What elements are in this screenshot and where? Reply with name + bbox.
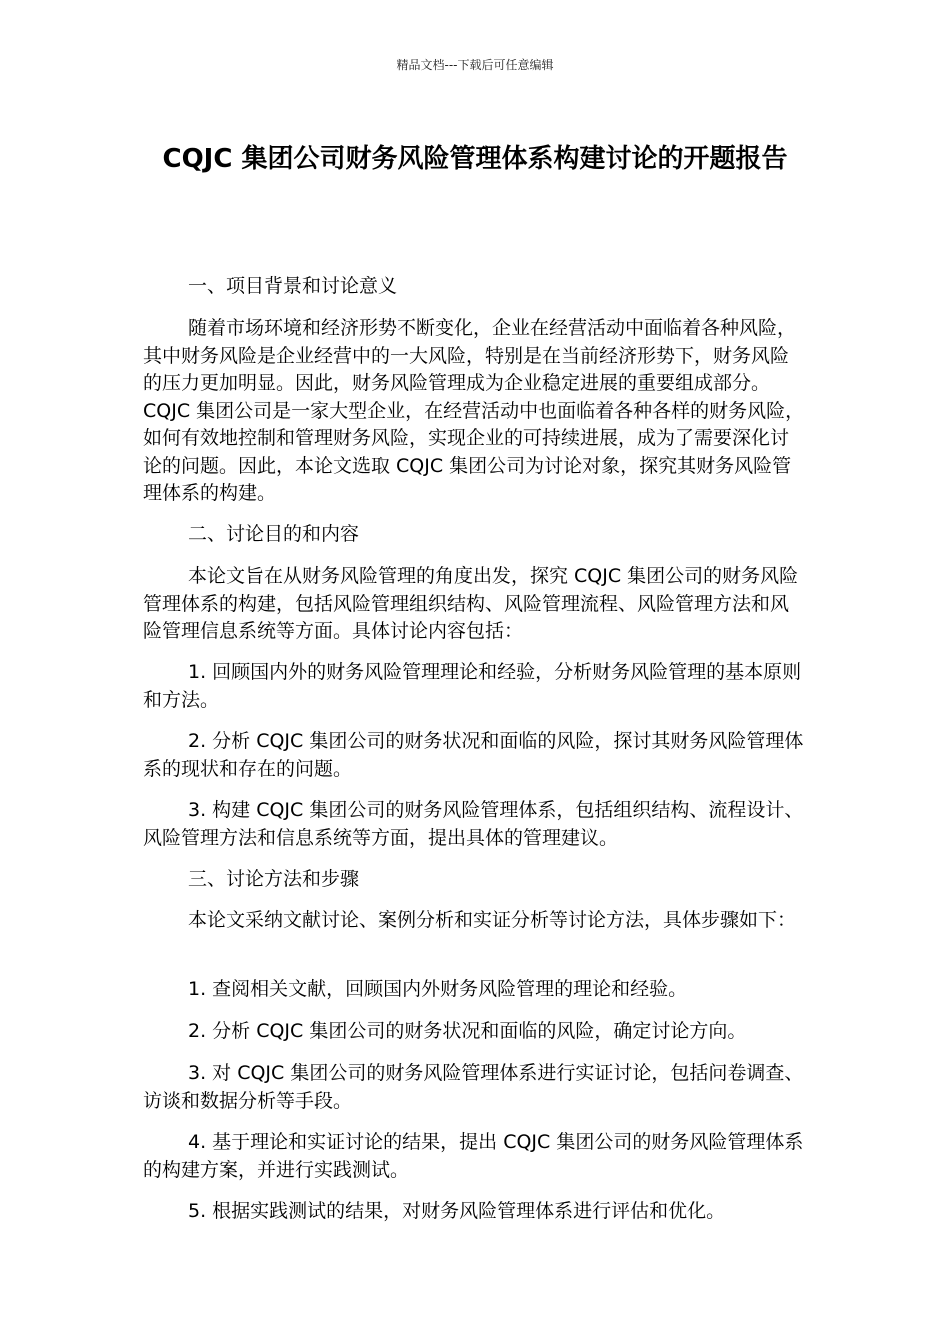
- section3-list-item: 1. 查阅相关文献，回顾国内外财务风险管理的理论和经验。: [188, 978, 688, 1000]
- section3-list-item: 2. 分析 CQJC 集团公司的财务状况和面临的风险，确定讨论方向。: [188, 1020, 747, 1042]
- document-title: CQJC 集团公司财务风险管理体系构建讨论的开题报告: [162, 144, 788, 174]
- section3-heading: 三、讨论方法和步骤: [188, 868, 360, 890]
- section2-list-item: 3. 构建 CQJC 集团公司的财务风险管理体系，包括组织结构、流程设计、风险管理方法和信息系统等方面，提出具体的管理建议。: [143, 799, 804, 849]
- section3-list-item: 4. 基于理论和实证讨论的结果，提出 CQJC 集团公司的财务风险管理体系的构建方案，并进行实践测试。: [143, 1131, 804, 1181]
- section3-list-item: 5. 根据实践测试的结果，对财务风险管理体系进行评估和优化。: [188, 1200, 726, 1222]
- section3-paragraph: 本论文采纳文献讨论、案例分析和实证分析等讨论方法，具体步骤如下：: [188, 909, 797, 931]
- section2-paragraph: 本论文旨在从财务风险管理的角度出发，探究 CQJC 集团公司的财务风险管理体系的构建，包括风险管理组织结构、风险管理流程、风险管理方法和风险管理信息系统等方面。具体讨论内容包括：: [143, 565, 799, 642]
- section2-list-item: 1. 回顾国内外的财务风险管理理论和经验，分析财务风险管理的基本原则和方法。: [143, 661, 802, 711]
- section2-list-item: 2. 分析 CQJC 集团公司的财务状况和面临的风险，探讨其财务风险管理体系的现状和存在的问题。: [143, 730, 804, 780]
- section1-paragraph: 随着市场环境和经济形势不断变化，企业在经营活动中面临着各种风险，其中财务风险是企业经营中的一大风险，特别是在当前经济形势下，财务风险的压力更加明显。因此，财务风险管理成为企业稳定进展的重要组成部分。CQJC 集团公司是一家大型企业，在经营活动中也面临着各种各样的财务风险，如何有效地控制和管理财务风险，实现企业的可持续进展，成为了需要深化讨论的问题。因此，本论文选取 CQJC 集团公司为讨论对象，探究其财务风险管理体系的构建。: [143, 317, 805, 504]
- page-header-banner: 精品文档---下载后可任意编辑: [396, 58, 554, 72]
- section1-heading: 一、项目背景和讨论意义: [188, 275, 398, 297]
- section2-heading: 二、讨论目的和内容: [188, 523, 360, 545]
- section3-list-item: 3. 对 CQJC 集团公司的财务风险管理体系进行实证讨论，包括问卷调查、访谈和数据分析等手段。: [143, 1062, 804, 1112]
